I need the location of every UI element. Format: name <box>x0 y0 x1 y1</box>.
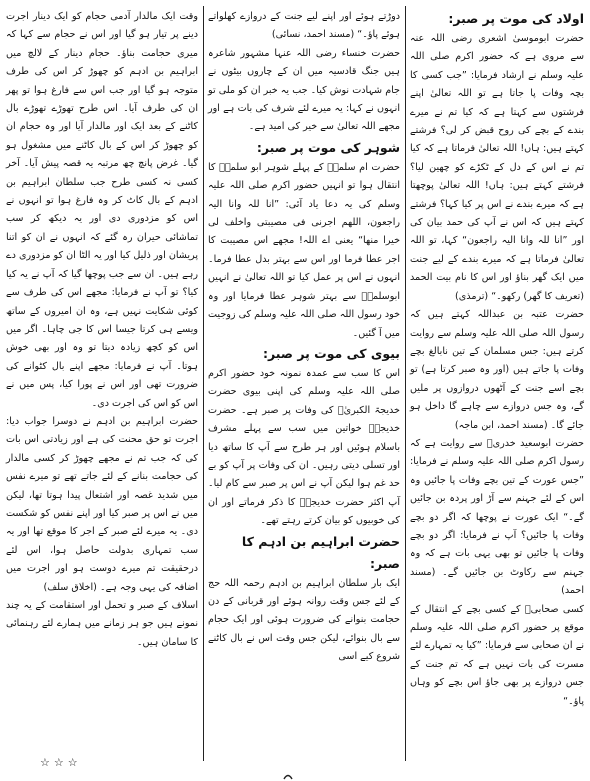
end-stars: ☆☆☆ <box>40 756 82 769</box>
column-left <box>6 8 198 652</box>
column-right <box>410 8 584 711</box>
column-middle <box>208 8 400 667</box>
heading-ibrahim-bin-adham: حضرت ابراہیم بن ادہم کا صبر: <box>241 533 400 571</box>
paragraph: اسلاف کے صبر و تحمل اور استقامت کے یہ چند نمونے ہیں جو ہر زمانے میں ہمارے لئے رہنمائی کا سامان ہیں۔ <box>6 600 198 648</box>
paragraph: وقت ایک مالدار آدمی حجام کو ایک دینار اجرت دینے پر تیار ہو گیا اور اس نے حجام سے کہا کہ میری حجامت بناؤ۔ حجام دینار کے لالچ میں ابراہیم بن ادہم کو چھوڑ کر اس کی طرف متوجہ ہو گیا اور جب اس سے فارغ ہوا تو پھر ان کی طرف آیا۔ اس طرح تھوڑے تھوڑے بال کاٹنے کے بعد ایک اور مالدار آیا اور وہ حجام ان کو چھوڑ کر اس کے بال کاٹنے میں مشغول ہو گیا۔ غرض پانچ چھ مرتبہ یہ قصہ پیش آیا۔ آخر کسی نہ کسی طرح جب سلطان ابراہیم بن ادہم کے بال کاٹ کر وہ فارغ ہوا تو انہوں نے اس کو مزدوری دی اور یہ دیکھ کر سب تماشائی حیران رہ گئے کہ انہوں نے ان کو اتنا پریشان اور ذلیل کیا اور یہ الٹا ان کو مزدوری دے رہے ہیں۔ ان سے جب پوچھا گیا کہ آپ نے یہ کیا کیا؟ تو آپ نے فرمایا: مجھے اس کی طرف سے کوئی شکایت نہیں ہے، وہ ان امیروں کے ساتھ ویسے ہی کرتا جیسا اس کا جی چاہا۔ اگر میں اس کو کچھ زیادہ دیتا تو وہ اور بھی خوش ہوتا۔ آپ نے فرمایا: مجھے اپنے بال کٹوانے کی ضرورت تھی اور اس نے پورا کیا، پس میں نے اس کو اس کی اجرت دی۔ <box>6 11 198 409</box>
paragraph: حضرت خنساء رضی اللہ عنہا مشہور شاعرہ ہیں جنگ قادسیہ میں ان کے چاروں بیٹوں نے جام شہادت نوش کیا۔ جب یہ خبر ان کو ملی تو انہوں نے کہا: یہ میرے لئے شرف کی بات ہے اور مجھے اللہ تعالیٰ سے خیر کی امید ہے۔ <box>208 47 400 133</box>
paragraph: حضرت عتبہ بن عبداللہ کہتے ہیں کہ رسول اللہ صلی اللہ علیہ وسلم سے روایت کرتے ہیں: جس مسلمان کے تین نابالغ بچے وفات پا جاتے ہیں (اور وہ صبر کرتا ہے) تو بچے اسے جنت کے آٹھوں دروازوں پر ملیں گے، وہ جس دروازے سے چاہے گا داخل ہو جائے گا۔ (مسند احمد، ابن ماجہ) <box>410 309 584 431</box>
paragraph: حضرت ابوسعید خدریؓ سے روایت ہے کہ رسول اکرم صلی اللہ علیہ وسلم نے فرمایا: ”جس عورت کے تین بچے وفات پا جائیں وہ اس کے لئے جہنم سے آڑ اور پردہ بن جائیں گے۔“ ایک عورت نے پوچھا کہ اگر دو بچے وفات پا جائیں؟ آپ نے فرمایا: اگر دو بچے وفات پا جائیں تو بھی یہی بات ہے کہ وہ جہنم سے رکاوٹ بن جائیں گے۔ (مسند احمد) <box>410 437 584 597</box>
paragraph: کسی صحابیؓ کے کسی بچے کے انتقال کے موقع پر حضور اکرم صلی اللہ علیہ وسلم نے ان صحابی سے فرمایا: ”کیا یہ تمہارے لئے مسرت کی بات نہیں ہے کہ تم جنت کے جس دروازے پر بھی جاؤ اس بچے کو وہاں پاؤ۔“ <box>410 603 584 707</box>
heading-wife-death-patience: بیوی کی موت پر صبر: <box>263 345 400 361</box>
paragraph: حضرت ابوموسیٰ اشعری رضی اللہ عنہ سے مروی ہے کہ حضور اکرم صلی اللہ علیہ وسلم نے ارشاد فرمایا: ”جب کسی کا بچہ وفات پا جاتا ہے تو اللہ تعالیٰ اپنے فرشتوں سے کہتا ہے کہ کیا تم نے میرے بندے کے بچے کی روح قبض کر لی؟ فرشتے کہتے ہیں: ہاں! اللہ تعالیٰ فرماتا ہے کہ کیا تم نے اس کے دل کے ٹکڑے کو چھین لیا؟ فرشتے کہتے ہیں: ہاں! اللہ تعالیٰ پوچھتا ہے کہ میرے بندے نے اس پر کیا کہا؟ فرشتے کہتے ہیں کہ اس نے آپ کی حمد بیان کی اور ”انا للہ وانا الیہ راجعون“ کہا، تو اللہ تعالیٰ فرماتا ہے کہ میرے بندے کے لیے جنت میں ایک گھر بناؤ اور اس کا نام بیت الحمد (تعریف کا گھر) رکھو۔“ (ترمذی) <box>410 33 584 302</box>
paragraph: حضرت ابراہیم بن ادہم نے دوسرا جواب دیا: اجرت تو حق محنت کی ہے اور زیادتی اس بات کی کہ جب تم نے مجھے چھوڑ کر کسی مالدار کی حجامت بنانے کے لئے جاتے تھے تو میرے نفس میں شدید غصہ اور اشتعال پیدا ہوتا تھا، لیکن میں نے اس پر صبر کیا اور اپنے نفس کو شکست دی۔ یہ میرے لئے صبر کے اجر کا موقع تھا اور یہ سب تمہاری بدولت حاصل ہوا، اس لئے درحقیقت تم میرے دوست ہو اور اجرت میں اضافہ کی یہی وجہ ہے۔ (اخلاق سلف) <box>6 415 198 593</box>
paragraph: دوڑتے ہوئے اور اپنے لیے جنت کے دروازے کھلواتے ہوئے پاؤ۔“ (مسند احمد، نسائی) <box>208 11 400 41</box>
paragraph: ایک بار سلطان ابراہیم بن ادہم رحمہ اللہ حج کے لئے جس وقت روانہ ہوئے اور قربانی کے دن حجامت بنوانے کی ضرورت ہوئی اور ایک حجام سے بال بنوائے، لیکن جس وقت اس نے بال کاٹنے شروع کیے اسی <box>208 577 400 663</box>
paragraph: حضرت ام سلمہؓ کے پہلے شوہر ابو سلمہؓ کا انتقال ہوا تو انہیں حضور اکرم صلی اللہ علیہ وسلم کی یہ دعا یاد آئی: ”انا للہ وانا الیہ راجعون، اللھم اجرنی فی مصیبتی واخلف لی خیرا منھا“ یعنی اے اللہ! مجھے اس مصیبت کا اجر عطا فرما اور اس سے بہتر بدل عطا فرما۔ انہوں نے اس پر عمل کیا تو اللہ تعالیٰ نے انہیں ابوسلمہؓ سے بہتر شوہر عطا فرمایا اور وہ خود رسول اللہ صلی اللہ علیہ وسلم کی زوجیت میں آ گئیں۔ <box>208 161 400 339</box>
page-number-mark-icon <box>283 772 293 781</box>
column-divider-right <box>405 6 406 761</box>
heading-child-death-patience: اولاد کی موت پر صبر: <box>448 11 584 26</box>
column-divider-left <box>203 6 204 761</box>
paragraph: اس کا سب سے عمدہ نمونہ خود حضور اکرم صلی اللہ علیہ وسلم کی اپنی بیوی حضرت خدیجۃ الکبریٰؓ کی وفات پر صبر ہے۔ حضرت خدیجہؓ خواتین میں سب سے پہلے مشرف باسلام ہوئیں اور ہر طرح سے آپ کا ساتھ دیا اور تسلی دیتی رہیں۔ ان کی وفات پر آپ کو بے حد غم ہوا لیکن آپ نے اس پر صبر سے کام لیا۔ آپ اکثر حضرت خدیجہؓ کا ذکر فرماتے اور ان کی خوبیوں کو بیان کرتے رہتے تھے۔ <box>208 367 400 527</box>
heading-husband-death-patience: شوہر کی موت پر صبر: <box>256 139 400 155</box>
